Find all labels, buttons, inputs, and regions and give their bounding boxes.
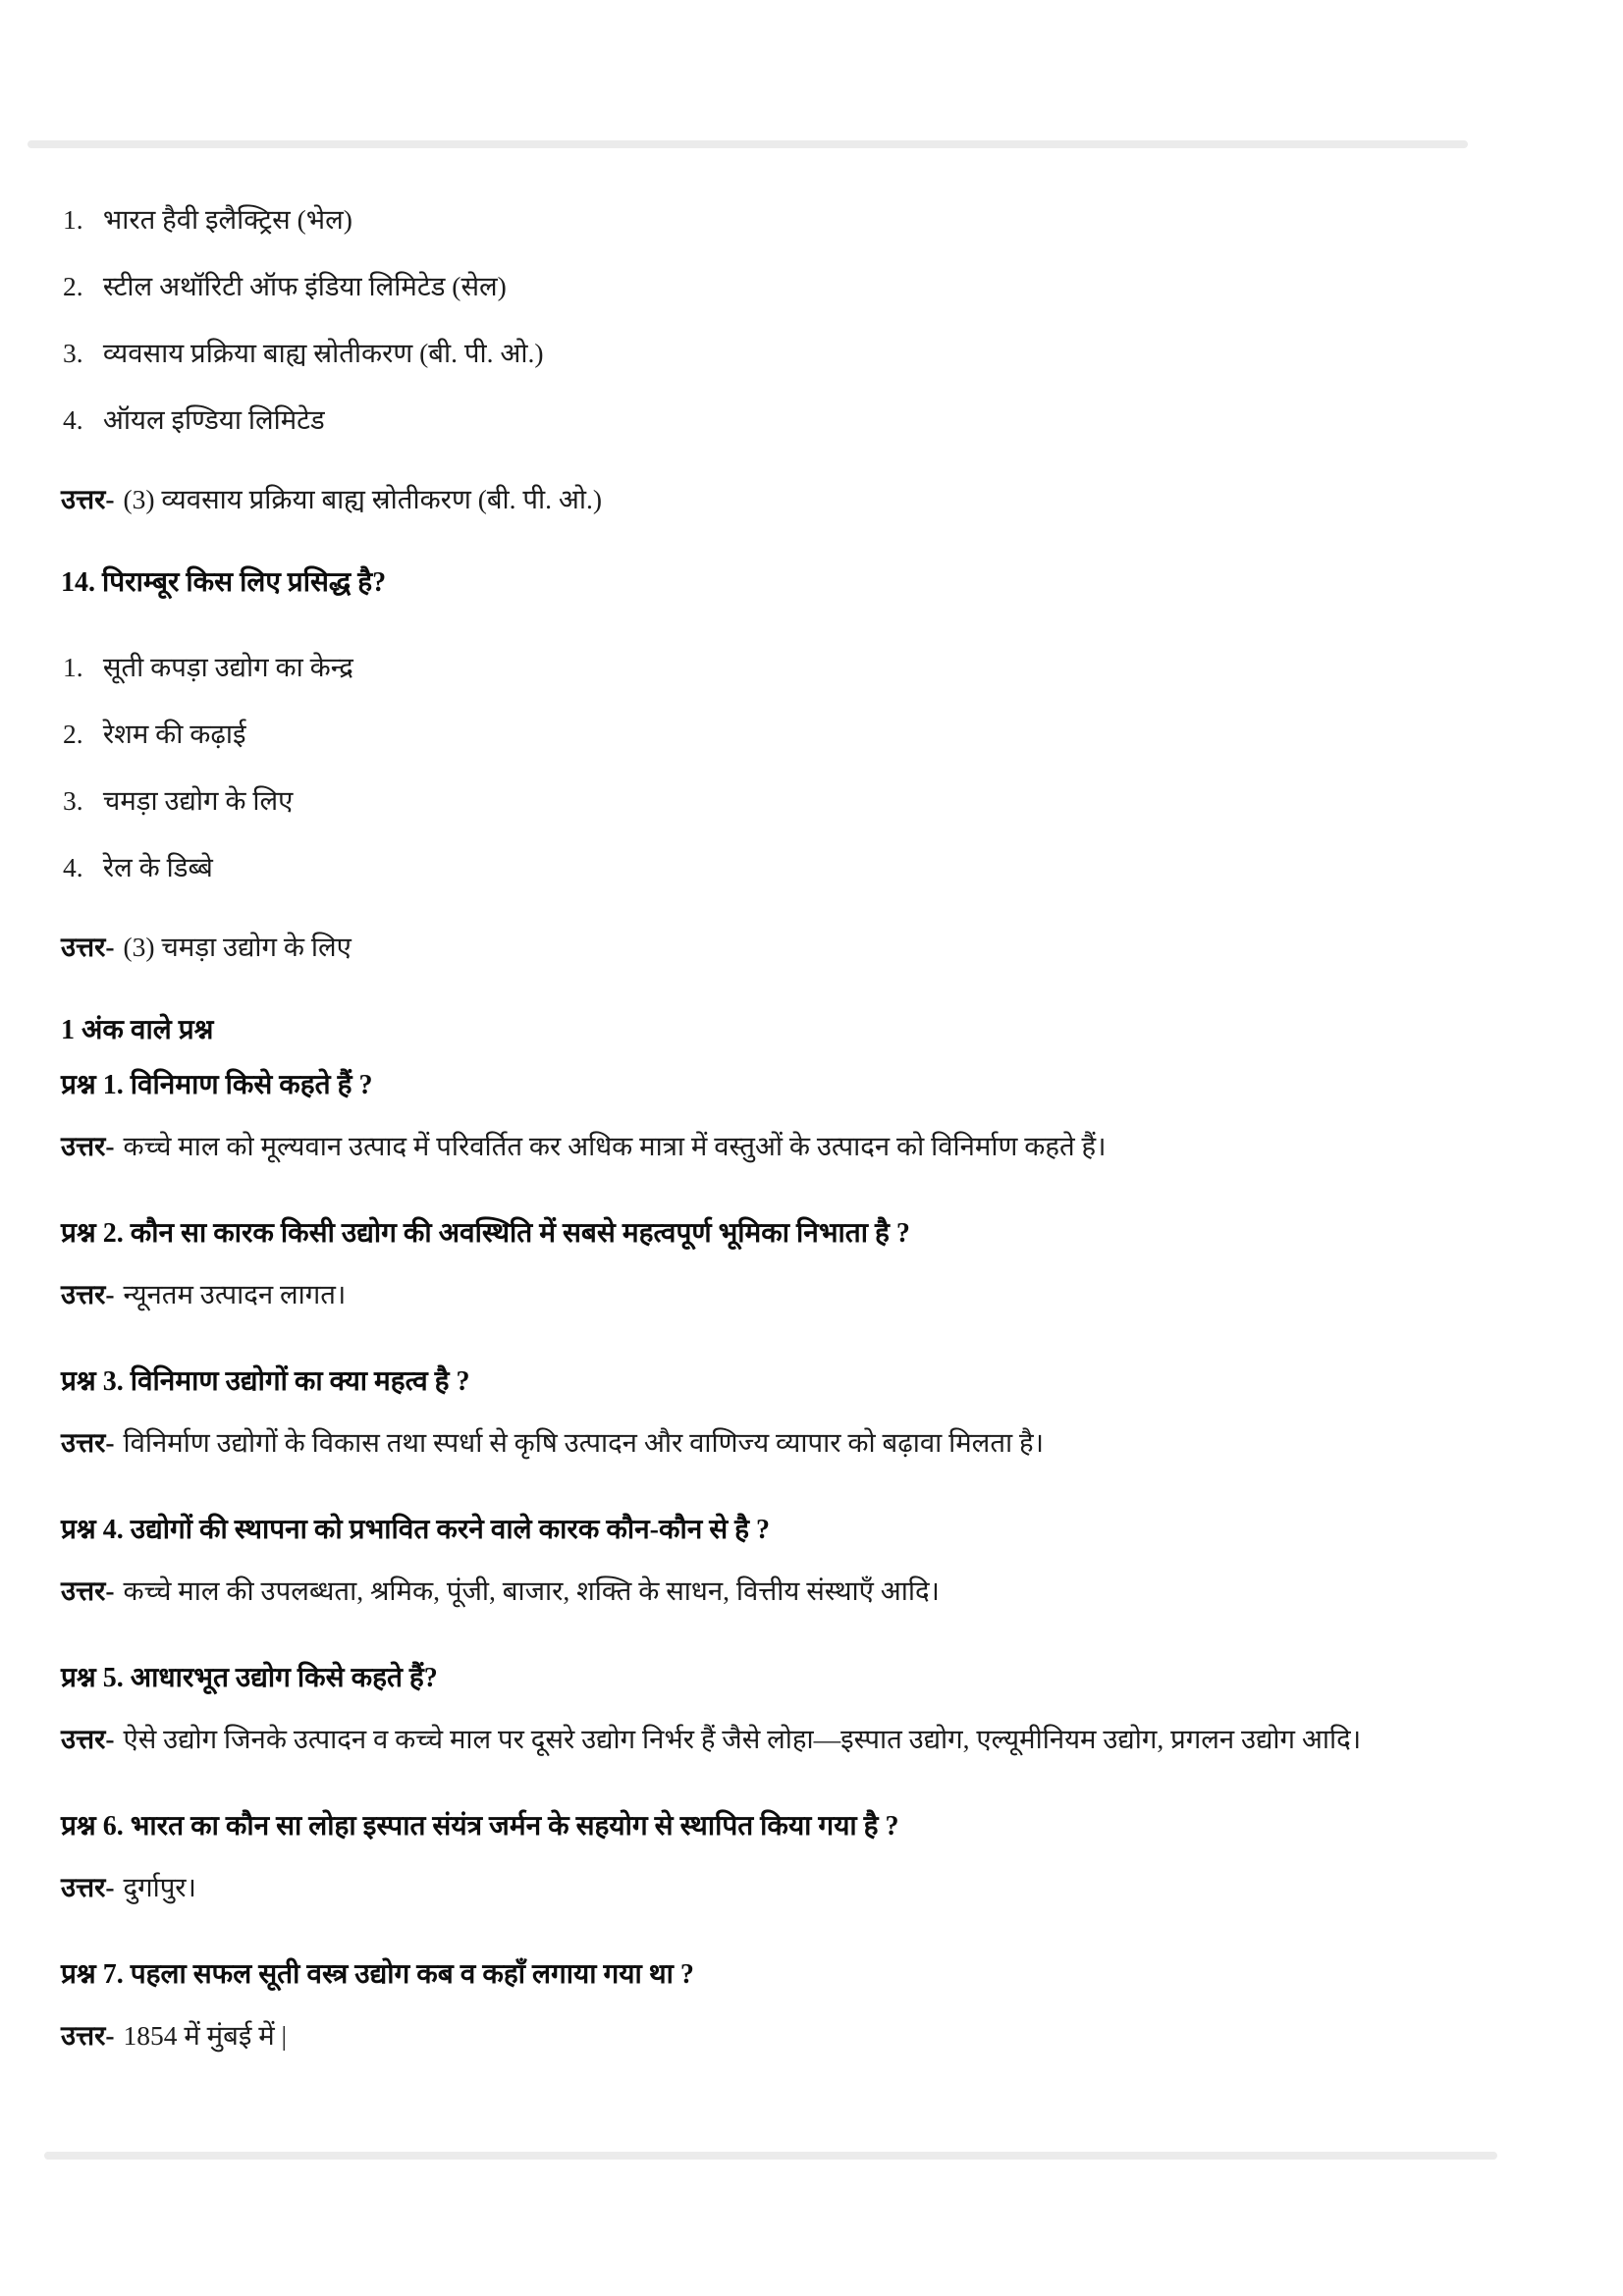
answer-label: उत्तर- (61, 1427, 115, 1458)
option-number: 4. (63, 852, 83, 882)
mcq13-answer (61, 472, 1512, 526)
list-item (61, 840, 1512, 894)
option-text: रेशम की कढ़ाई (102, 719, 246, 749)
list-item (61, 192, 1512, 246)
mcq13-options-list (61, 192, 1512, 447)
answer-label: उत्तर- (61, 1872, 115, 1902)
answer-label: उत्तर- (61, 1279, 115, 1309)
list-item (61, 707, 1512, 761)
option-text: ऑयल इण्डिया लिमिटेड (102, 404, 325, 435)
answer-label: उत्तर- (61, 1575, 115, 1606)
mcq14-answer (61, 920, 1512, 974)
option-number: 3. (63, 785, 83, 816)
option-text: चमड़ा उद्योग के लिए (102, 785, 294, 816)
answer-label: उत्तर- (61, 932, 115, 962)
list-item (61, 774, 1512, 828)
option-text: व्यवसाय प्रक्रिया बाह्य स्रोतीकरण (बी. पी. ओ.) (102, 338, 544, 368)
option-number: 3. (63, 338, 83, 368)
question-4: प्रश्न 4. उद्योगों की स्थापना को प्रभावित करने वाले कारक कौन-कौन से है ? (61, 1515, 771, 1545)
answer-text: कच्चे माल की उपलब्धता, श्रमिक, पूंजी, बाजार, शक्ति के साधन, वित्तीय संस्थाएँ आदि। (123, 1575, 940, 1606)
list-item (61, 393, 1512, 447)
answer-label: उत्तर- (61, 1131, 115, 1161)
option-text: भारत हैवी इलैक्ट्रिस (भेल) (102, 204, 352, 235)
page-divider-bottom (44, 2152, 1497, 2160)
answer-text: विनिर्माण उद्योगों के विकास तथा स्पर्धा से कृषि उत्पादन और वाणिज्य व्यापार को बढ़ावा मिलता है। (123, 1427, 1045, 1458)
answer-label: उत्तर- (61, 1724, 115, 1754)
option-number: 2. (63, 719, 83, 749)
mcq14-question: 14. पिराम्बूर किस लिए प्रसिद्ध है? (61, 567, 387, 598)
list-item (61, 259, 1512, 313)
answer-text: (3) व्यवसाय प्रक्रिया बाह्य स्रोतीकरण (बी. पी. ओ.) (123, 484, 603, 514)
option-number: 2. (63, 271, 83, 301)
answer-6 (61, 1860, 1512, 1914)
answer-3 (61, 1415, 1512, 1469)
document-content (61, 192, 1512, 2096)
question-1: प्रश्न 1. विनिमाण किसे कहते हैं ? (61, 1070, 373, 1100)
answer-text: दुर्गापुर। (123, 1872, 196, 1902)
answer-text: ऐसे उद्योग जिनके उत्पादन व कच्चे माल पर दूसरे उद्योग निर्भर हैं जैसे लोहा—इस्पात उद्योग, एल्यूमीनियम उद्योग, प्रगलन उद्योग आदि। (123, 1724, 1362, 1754)
question-5: प्रश्न 5. आधारभूत उद्योग किसे कहते हैं? (61, 1663, 438, 1693)
option-text: रेल के डिब्बे (102, 852, 213, 882)
page-divider-top (27, 140, 1468, 148)
answer-2 (61, 1267, 1512, 1321)
option-number: 1. (63, 652, 83, 682)
answer-label: उत्तर- (61, 484, 115, 514)
option-text: सूती कपड़ा उद्योग का केन्द्र (102, 652, 353, 682)
answer-text: (3) चमड़ा उद्योग के लिए (123, 932, 352, 962)
answer-7 (61, 2008, 1512, 2062)
answer-text: 1854 में मुंबई में | (123, 2020, 288, 2051)
section-heading-one-mark: 1 अंक वाले प्रश्न (61, 1015, 214, 1045)
answer-text: न्यूनतम उत्पादन लागत। (123, 1279, 347, 1309)
mcq14-options-list (61, 640, 1512, 894)
question-7: प्रश्न 7. पहला सफल सूती वस्त्र उद्योग कब व कहाँ लगाया गया था ? (61, 1959, 694, 1990)
answer-4 (61, 1564, 1512, 1618)
option-number: 1. (63, 204, 83, 235)
question-3: प्रश्न 3. विनिमाण उद्योगों का क्या महत्व है ? (61, 1366, 470, 1397)
list-item (61, 640, 1512, 694)
answer-5 (61, 1712, 1512, 1766)
option-number: 4. (63, 404, 83, 435)
list-item (61, 326, 1512, 380)
answer-1 (61, 1119, 1512, 1173)
answer-text: कच्चे माल को मूल्यवान उत्पाद में परिवर्तित कर अधिक मात्रा में वस्तुओं के उत्पादन को विनिर्माण कहते हैं। (123, 1131, 1107, 1161)
question-6: प्रश्न 6. भारत का कौन सा लोहा इस्पात संयंत्र जर्मन के सहयोग से स्थापित किया गया है ? (61, 1811, 899, 1842)
answer-label: उत्तर- (61, 2020, 115, 2051)
question-2: प्रश्न 2. कौन सा कारक किसी उद्योग की अवस्थिति में सबसे महत्वपूर्ण भूमिका निभाता है ? (61, 1218, 910, 1249)
option-text: स्टील अथॉरिटी ऑफ इंडिया लिमिटेड (सेल) (102, 271, 507, 301)
